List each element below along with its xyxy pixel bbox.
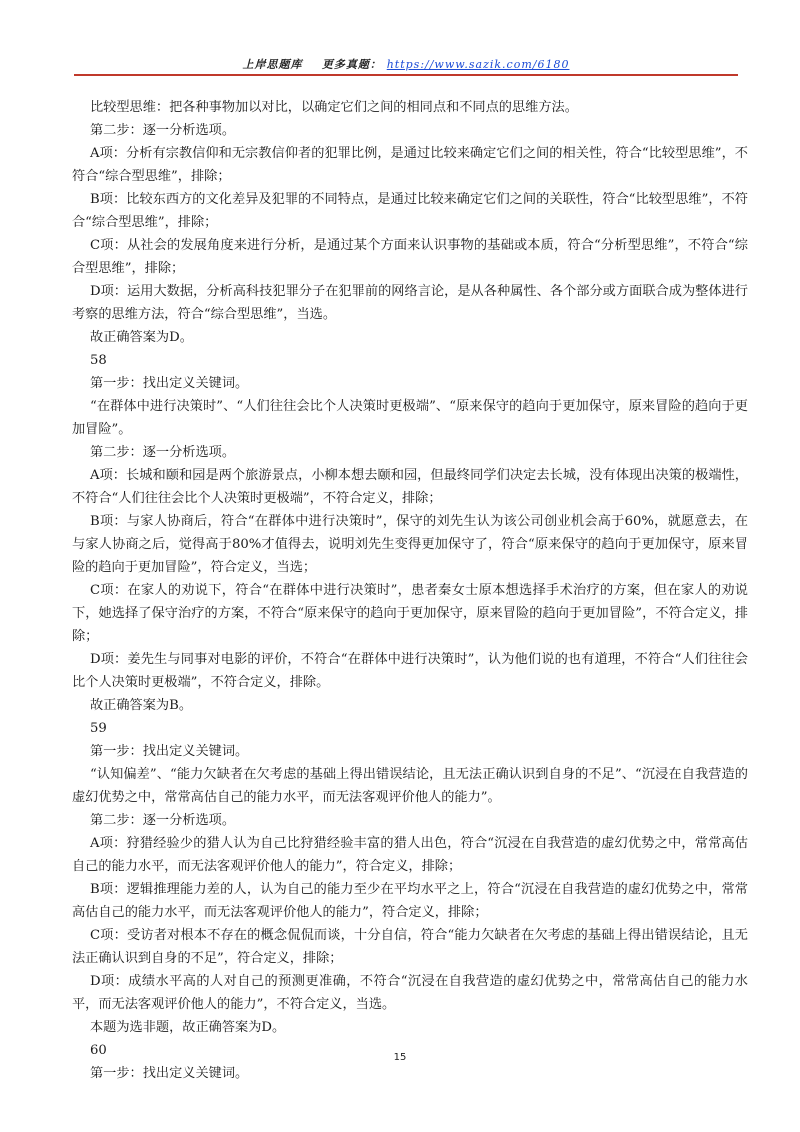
paragraph: C项：从社会的发展角度来进行分析，是通过某个方面来认识事物的基础或本质，符合“分析型思维”，不符合“综合型思维”，排除；: [72, 238, 748, 276]
paragraph: 第二步：逐一分析选项。: [90, 123, 236, 138]
paragraph: B项：与家人协商后，符合“在群体中进行决策时”，保守的刘先生认为该公司创业机会高于60%，就愿意去，在与家人协商之后，觉得高于80%才值得去，说明刘先生变得更加保守了，符合“原来保守的趋向于更加保守，原来冒险的趋向于更加冒险”，符合定义，当选；: [72, 514, 748, 575]
paragraph: “认知偏差”、“能力欠缺者在欠考虑的基础上得出错误结论，且无法正确认识到自身的不足”、“沉浸在自我营造的虚幻优势之中，常常高估自己的能力水平，而无法客观评价他人的能力”。: [72, 767, 748, 805]
paragraph: “在群体中进行决策时”、“人们往往会比个人决策时更极端”、“原来保守的趋向于更加保守，原来冒险的趋向于更加冒险”。: [72, 399, 748, 437]
paragraph: A项：分析有宗教信仰和无宗教信仰者的犯罪比例，是通过比较来确定它们之间的相关性，符合“比较型思维”，不符合“综合型思维”，排除；: [72, 146, 748, 184]
paragraph: B项：比较东西方的文化差异及犯罪的不同特点，是通过比较来确定它们之间的关联性，符合“比较型思维”，不符合“综合型思维”，排除；: [72, 192, 748, 230]
header-divider: [74, 74, 738, 76]
paragraph: 第二步：逐一分析选项。: [90, 445, 236, 460]
paragraph: A项：狩猎经验少的猎人认为自己比狩猎经验丰富的猎人出色，符合“沉浸在自我营造的虚幻优势之中，常常高估自己的能力水平，而无法客观评价他人的能力”，符合定义，排除；: [72, 836, 748, 874]
paragraph: 第二步：逐一分析选项。: [90, 813, 236, 828]
paragraph: 比较型思维：把各种事物加以对比，以确定它们之间的相同点和不同点的思维方法。: [90, 100, 578, 115]
page-number: 15: [393, 1052, 407, 1063]
header-site-name: 上岸思题库: [242, 58, 303, 71]
paragraph: A项：长城和颐和园是两个旅游景点，小柳本想去颐和园，但最终同学们决定去长城，没有体现出决策的极端性，不符合“人们往往会比个人决策时更极端”，不符合定义，排除；: [72, 468, 748, 506]
paragraph: C项：在家人的劝说下，符合“在群体中进行决策时”，患者秦女士原本想选择手术治疗的方案，但在家人的劝说下，她选择了保守治疗的方案，不符合“原来保守的趋向于更加保守，原来冒险的趋向于更加冒险”，不符合定义，排除；: [72, 583, 748, 644]
paragraph: B项：逻辑推理能力差的人，认为自己的能力至少在平均水平之上，符合“沉浸在自我营造的虚幻优势之中，常常高估自己的能力水平，而无法客观评价他人的能力”，符合定义，排除；: [72, 882, 748, 920]
paragraph: 第一步：找出定义关键词。: [90, 376, 249, 391]
paragraph: 本题为选非题，故正确答案为D。: [90, 1020, 286, 1035]
header-separator: 更多真题：: [321, 58, 382, 71]
paragraph: D项：姜先生与同事对电影的评价，不符合“在群体中进行决策时”，认为他们说的也有道理，不符合“人们往往会比个人决策时更极端”，不符合定义，排除。: [72, 652, 748, 690]
paragraph: D项：运用大数据，分析高科技犯罪分子在犯罪前的网络言论，是从各种属性、各个部分或方面联合成为整体进行考察的思维方法，符合“综合型思维”，当选。: [72, 284, 748, 322]
paragraph: D项：成绩水平高的人对自己的预测更准确，不符合“沉浸在自我营造的虚幻优势之中，常常高估自己的能力水平，而无法客观评价他人的能力”，不符合定义，当选。: [72, 974, 748, 1012]
question-number: 58: [90, 353, 107, 368]
header-url-link[interactable]: https://www.sazik.com/6180: [386, 58, 570, 71]
paragraph: C项：受访者对根本不存在的概念侃侃而谈，十分自信，符合“能力欠缺者在欠考虑的基础上得出错误结论，且无法正确认识到自身的不足”，符合定义，排除；: [72, 928, 748, 966]
document-body: [72, 96, 748, 1085]
question-number: 59: [90, 721, 107, 736]
question-number: 60: [90, 1043, 107, 1058]
paragraph: 故正确答案为B。: [90, 698, 193, 713]
page-header: [74, 56, 738, 74]
paragraph: 第一步：找出定义关键词。: [90, 744, 249, 759]
paragraph: 第一步：找出定义关键词。: [90, 1066, 249, 1081]
paragraph: 故正确答案为D。: [90, 330, 193, 345]
